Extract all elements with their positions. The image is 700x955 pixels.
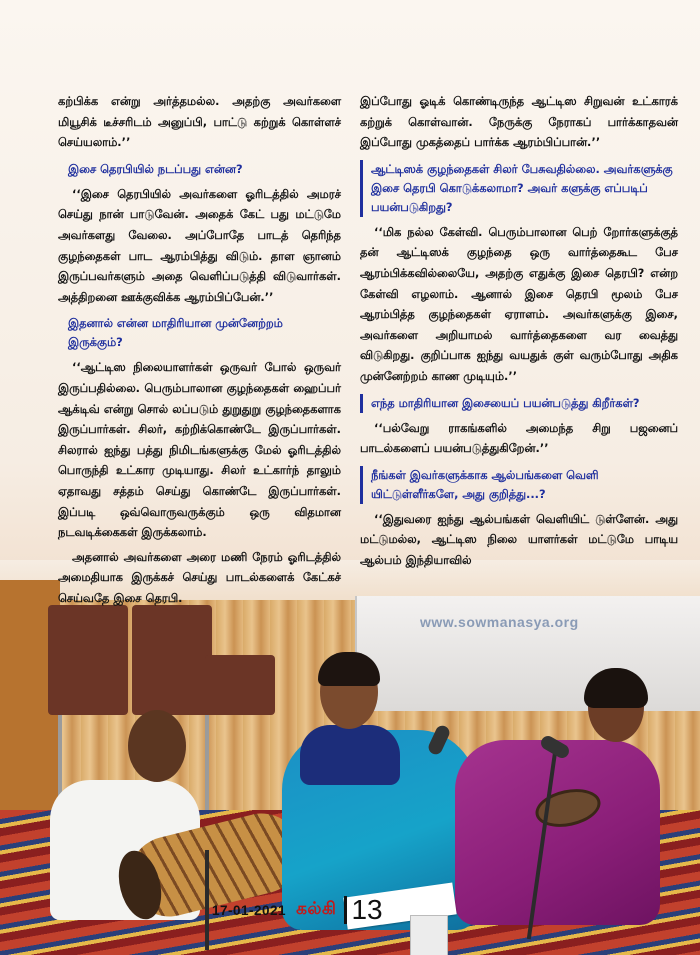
paragraph: ‘‘பல்வேறு ராகங்களில் அமைந்த சிறு பஜனைப் பாடல்களைப் பயன்படுத்துகிறேன்.’’ — [360, 421, 678, 456]
page-number: 13 — [351, 894, 383, 925]
page-footer — [212, 893, 383, 927]
question-heading: ஆட்டிஸக் குழந்தைகள் சிலர் பேசுவதில்லை. அவர்களுக்கு இசை தெரபி கொடுக்கலாமா? அவர் களுக்கு எப்படிப் பயன்படுகிறது? — [360, 160, 678, 217]
question-heading: இதனால் என்ன மாதிரியான முன்னேற்றம் இருக்கும்? — [68, 316, 283, 350]
chair — [205, 655, 275, 715]
chair — [48, 605, 128, 715]
chair — [132, 605, 212, 715]
paragraph: ‘‘மிக நல்ல கேள்வி. பெரும்பாலான பெற் றோர்களுக்குத் தன் ஆட்டிஸக் குழந்தை ஒரு வார்த்தைகூட பேச ஆரம்பிக்கவில்லையே, அதற்கு எதுக்கு இசை தெரபி? என்ற கேள்வி எழலாம். ஆனால் இசை தெரபி மூலம் பேச ஆரம்பித்த குழந்தைகள் ஏராளம். அவர்களுக்கு இசை, அவர்களை அறியாமல் வார்த்தைகளை வர வைத்து விடுகிறது. குறிப்பாக ஐந்து வயதுக் குள் வரும்போது அதிக முன்னேற்றம் காண முடியும்.’’ — [360, 225, 678, 383]
paragraph: ‘‘இதுவரை ஐந்து ஆல்பங்கள் வெளியிட் டுள்ளேன். அது மட்டுமல்ல, ஆட்டிஸ நிலை யாளர்கள் மட்டுமே பாடிய ஆல்பம் இந்தியாவில் — [360, 512, 678, 567]
paragraph: இப்போது ஓடிக் கொண்டிருந்த ஆட்டிஸ சிறுவன் உட்காரக் கற்றுக் கொள்வான். நேருக்கு நேராகப் பார்க்காதவன் இப்போது முகத்தைப் பார்க்க ஆரம்பிப்பான்.’’ — [360, 95, 678, 150]
question-heading: எந்த மாதிரியான இசையைப் பயன்படுத்து கிறீர்கள்? — [360, 394, 678, 413]
issue-date: 17-01-2021 — [212, 902, 287, 918]
right-column — [360, 92, 678, 576]
magazine-logo: கல்கி — [296, 899, 337, 919]
paragraph: ‘‘ஆட்டிஸ நிலையாளர்கள் ஒருவர் போல் ஒருவர் இருப்பதில்லை. பெரும்பாலான குழந்தைகள் ஹைப்பர் ஆக்டிவ் என்று சொல் லப்படும் துறுதுறு குழந்தைகளாக இருப்பார்கள். சிலர், கற்றிக்கொண்டே இருப்பார்கள். சிலரால் ஐந்து பத்து நிமிடங்களுக்கு மேல் ஓரிடத்தில் பொருந்தி உட்கார முடியாது. சிலர் உட்கார்ந் தாலும் ஏதாவது சத்தம் செய்து கொண்டே இருப்பார்கள். இப்படி ஒவ்வொருவருக்கும் ஒரு விதமான நடவடிக்கைகள் இருக்கலாம். — [58, 361, 341, 540]
footer-divider — [344, 896, 347, 924]
question-heading: இசை தெரபியில் நடப்பது என்ன? — [68, 161, 243, 176]
mic-stand — [205, 850, 209, 950]
paragraph: ‘‘இசை தெரபியில் அவர்களை ஓரிடத்தில் அமரச் செய்து நான் பாடுவேன். அதைக் கேட் பது மட்டுமே அவர்களது வேலை. அப்போதே பாடத் தெரிந்த குழந்தைகள் பாட ஆரம்பித்து விடும். தாள ஞானம் இருப்பவர்களும் அதை வெளிப்படுத்தி விடுவார்கள். அத்திறனை ஊக்குவிக்க ஆரம்பிப்பேன்.’’ — [58, 187, 341, 304]
question-heading: நீங்கள் இவர்களுக்காக ஆல்பங்களை வெளி யிட்டுள்ளீர்களே, அது குறித்து...? — [360, 466, 678, 504]
chair-leg — [205, 715, 209, 815]
paragraph: கற்பிக்க என்று அர்த்தமல்ல. அதற்கு அவர்களை மியூசிக் டீச்சரிடம் அனுப்பி, பாட்டு கற்றுக் கொள்ளச் செய்யலாம்.’’ — [58, 95, 341, 150]
singer-blouse — [300, 725, 400, 785]
banner-url: www.sowmanasya.org — [420, 614, 579, 630]
boy-head — [128, 710, 186, 782]
girl-figure — [455, 740, 660, 925]
paragraph: அதனால் அவர்களை அரை மணி நேரம் ஓரிடத்தில் அமைதியாக இருக்கச் செய்து பாடல்களைக் கேட்கச் செய்வதே இசை தெரபி. — [58, 550, 341, 605]
left-column — [58, 92, 341, 613]
speaker-box — [410, 915, 448, 955]
